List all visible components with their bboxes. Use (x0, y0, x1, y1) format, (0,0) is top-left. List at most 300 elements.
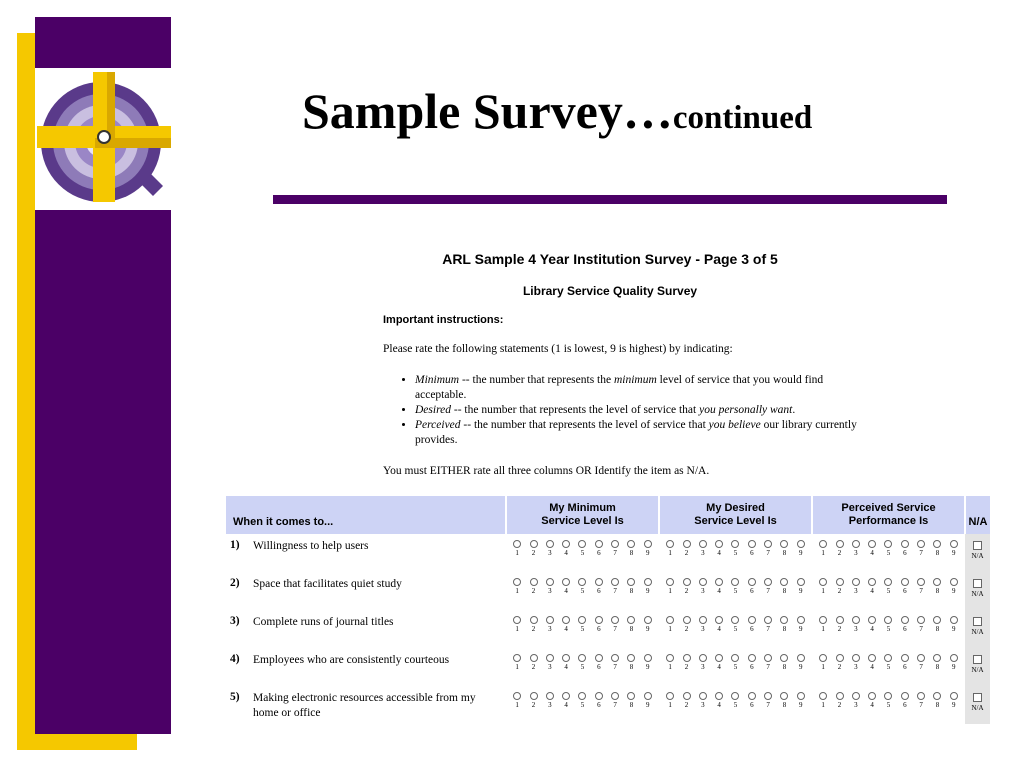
scale-number: 1 (668, 587, 672, 595)
scale-number: 2 (531, 701, 536, 709)
header-line: Performance Is (848, 515, 929, 527)
scale-number: 4 (717, 663, 721, 671)
scale-number: 9 (646, 587, 650, 595)
rating-radio-minimum-1[interactable] (513, 540, 521, 548)
rating-radio-desired-6[interactable] (748, 616, 756, 624)
rating-radio-minimum-1[interactable] (513, 578, 521, 586)
scale-number: 7 (919, 587, 923, 595)
rating-radio-desired-9[interactable] (797, 540, 805, 548)
rating-radio-minimum-2[interactable] (530, 654, 538, 662)
scale-number: 6 (597, 587, 601, 595)
rating-radio-perceived-3[interactable] (852, 578, 860, 586)
scale-number: 9 (952, 701, 956, 709)
rating-radio-minimum-7[interactable] (611, 616, 619, 624)
scale-number: 4 (870, 663, 874, 671)
rating-radio-desired-2[interactable] (683, 578, 691, 586)
scale-number: 6 (903, 663, 907, 671)
rating-scale-desired (659, 648, 812, 686)
scale-number: 2 (531, 587, 536, 595)
scale-number: 7 (766, 663, 770, 671)
scale-number: 4 (717, 701, 721, 709)
rating-radio-perceived-9[interactable] (950, 616, 958, 624)
rating-radio-desired-3[interactable] (699, 616, 707, 624)
list-item (415, 418, 865, 448)
rating-radio-perceived-2[interactable] (836, 654, 844, 662)
scale-number: 8 (935, 549, 940, 557)
na-cell (965, 686, 990, 724)
rating-radio-desired-1[interactable] (666, 654, 674, 662)
rating-radio-minimum-6[interactable] (595, 654, 603, 662)
rating-scale-perceived (812, 534, 965, 572)
rating-radio-minimum-4[interactable] (562, 578, 570, 586)
rating-radio-perceived-8[interactable] (933, 540, 941, 548)
rating-scale-desired (659, 534, 812, 572)
slide-title (302, 82, 812, 140)
rating-radio-perceived-5[interactable] (884, 654, 892, 662)
scale-number: 8 (935, 587, 940, 595)
rating-radio-perceived-6[interactable] (901, 616, 909, 624)
bullet-text: our library currently provides. (415, 419, 857, 446)
scale-number: 8 (782, 701, 787, 709)
scale-number: 6 (750, 587, 754, 595)
scale-number: 6 (750, 549, 754, 557)
bullet-term: Minimum (415, 374, 460, 386)
rating-radio-perceived-8[interactable] (933, 616, 941, 624)
rating-radio-minimum-7[interactable] (611, 540, 619, 548)
scale-number: 4 (564, 701, 568, 709)
scale-number: 3 (701, 701, 705, 709)
rating-radio-minimum-3[interactable] (546, 692, 554, 700)
scale-number: 2 (684, 663, 689, 671)
bullet-emphasis: minimum (613, 374, 657, 386)
rating-radio-perceived-7[interactable] (917, 654, 925, 662)
rating-radio-minimum-9[interactable] (644, 692, 652, 700)
rating-radio-desired-8[interactable] (780, 654, 788, 662)
na-checkbox-label: N/A (971, 590, 984, 598)
rating-radio-desired-2[interactable] (683, 692, 691, 700)
bullet-text: level of service that you would find acceptable. (415, 374, 824, 401)
scale-number: 1 (668, 701, 672, 709)
rating-radio-minimum-7[interactable] (611, 654, 619, 662)
rating-radio-minimum-6[interactable] (595, 616, 603, 624)
rating-scale-minimum (506, 610, 659, 648)
rating-radio-minimum-1[interactable] (513, 616, 521, 624)
scale-number: 2 (531, 549, 536, 557)
rating-radio-perceived-1[interactable] (819, 616, 827, 624)
column-header-desired (659, 496, 812, 534)
rating-radio-minimum-6[interactable] (595, 540, 603, 548)
rating-radio-perceived-6[interactable] (901, 692, 909, 700)
scale-number: 8 (629, 663, 634, 671)
rating-radio-perceived-4[interactable] (868, 540, 876, 548)
rating-radio-perceived-3[interactable] (852, 654, 860, 662)
instructions-label: Important instructions: (383, 314, 504, 326)
rating-radio-desired-4[interactable] (715, 578, 723, 586)
rating-radio-desired-4[interactable] (715, 654, 723, 662)
rating-radio-minimum-6[interactable] (595, 578, 603, 586)
rating-radio-perceived-6[interactable] (901, 578, 909, 586)
rating-radio-perceived-7[interactable] (917, 540, 925, 548)
table-row (226, 534, 990, 572)
rating-radio-minimum-9[interactable] (644, 578, 652, 586)
rating-radio-perceived-7[interactable] (917, 616, 925, 624)
rating-radio-desired-7[interactable] (764, 616, 772, 624)
scale-number: 1 (821, 587, 825, 595)
question-text: Willingness to help users (253, 540, 369, 552)
scale-number: 2 (837, 625, 842, 633)
bullet-term: Desired (415, 404, 451, 416)
scale-number: 4 (870, 701, 874, 709)
column-header-na: N/A (965, 496, 990, 534)
rating-radio-minimum-3[interactable] (546, 540, 554, 548)
rating-radio-minimum-9[interactable] (644, 540, 652, 548)
rating-radio-desired-7[interactable] (764, 578, 772, 586)
rating-radio-perceived-5[interactable] (884, 692, 892, 700)
rating-radio-desired-3[interactable] (699, 578, 707, 586)
header-line: Service Level Is (541, 515, 624, 527)
header-line: Perceived Service (841, 502, 936, 514)
bullet-text: -- the number that represents the (459, 374, 614, 386)
scale-number: 5 (580, 587, 585, 595)
na-checkbox[interactable] (973, 579, 982, 588)
rating-radio-perceived-5[interactable] (884, 616, 892, 624)
rating-radio-minimum-8[interactable] (627, 692, 635, 700)
scale-number: 7 (613, 625, 617, 633)
scale-number: 3 (701, 663, 705, 671)
rating-radio-perceived-2[interactable] (836, 578, 844, 586)
scale-number: 2 (837, 663, 842, 671)
rating-radio-minimum-4[interactable] (562, 654, 570, 662)
rating-radio-perceived-9[interactable] (950, 654, 958, 662)
question-number: 1) (230, 539, 240, 551)
bullet-emphasis: you personally want (699, 404, 793, 416)
rating-radio-minimum-8[interactable] (627, 578, 635, 586)
list-item (415, 403, 865, 418)
rating-radio-desired-5[interactable] (731, 654, 739, 662)
rating-radio-minimum-5[interactable] (578, 578, 586, 586)
scale-number: 2 (837, 587, 842, 595)
rating-radio-perceived-8[interactable] (933, 654, 941, 662)
column-header-minimum (506, 496, 659, 534)
na-checkbox[interactable] (973, 617, 982, 626)
rating-radio-minimum-8[interactable] (627, 616, 635, 624)
rating-scale-perceived (812, 572, 965, 610)
scale-number: 1 (515, 701, 519, 709)
rating-radio-perceived-1[interactable] (819, 692, 827, 700)
rating-radio-desired-2[interactable] (683, 616, 691, 624)
rating-radio-desired-6[interactable] (748, 578, 756, 586)
scale-number: 8 (782, 549, 787, 557)
rating-radio-perceived-3[interactable] (852, 540, 860, 548)
rating-radio-minimum-6[interactable] (595, 692, 603, 700)
rating-radio-perceived-2[interactable] (836, 540, 844, 548)
rating-radio-minimum-2[interactable] (530, 540, 538, 548)
rating-scale-minimum (506, 534, 659, 572)
rating-scale-perceived (812, 610, 965, 648)
rating-radio-desired-5[interactable] (731, 578, 739, 586)
rating-radio-perceived-7[interactable] (917, 692, 925, 700)
scale-number: 8 (629, 587, 634, 595)
rating-radio-perceived-3[interactable] (852, 616, 860, 624)
rating-radio-perceived-9[interactable] (950, 692, 958, 700)
scale-number: 3 (548, 701, 552, 709)
rating-radio-desired-1[interactable] (666, 616, 674, 624)
rating-radio-desired-4[interactable] (715, 540, 723, 548)
scale-number: 8 (782, 625, 787, 633)
scale-number: 5 (733, 701, 738, 709)
rating-radio-minimum-5[interactable] (578, 654, 586, 662)
rating-radio-perceived-2[interactable] (836, 692, 844, 700)
scale-number: 1 (821, 549, 825, 557)
scale-number: 3 (854, 701, 858, 709)
scale-number: 6 (597, 625, 601, 633)
rating-scale-minimum (506, 572, 659, 610)
scale-number: 4 (717, 549, 721, 557)
rating-radio-minimum-2[interactable] (530, 692, 538, 700)
scale-number: 7 (613, 663, 617, 671)
rating-radio-minimum-3[interactable] (546, 654, 554, 662)
table-row (226, 610, 990, 648)
na-checkbox[interactable] (973, 655, 982, 664)
rating-radio-minimum-3[interactable] (546, 616, 554, 624)
rating-radio-desired-9[interactable] (797, 654, 805, 662)
na-cell (965, 648, 990, 686)
rating-scale-desired (659, 686, 812, 724)
rating-radio-minimum-9[interactable] (644, 654, 652, 662)
rating-radio-perceived-9[interactable] (950, 540, 958, 548)
rating-radio-perceived-9[interactable] (950, 578, 958, 586)
scale-number: 3 (854, 663, 858, 671)
header-line: My Desired (706, 502, 765, 514)
scale-number: 1 (821, 663, 825, 671)
rating-radio-perceived-4[interactable] (868, 578, 876, 586)
scale-number: 5 (886, 587, 891, 595)
rating-radio-desired-2[interactable] (683, 540, 691, 548)
rating-radio-desired-4[interactable] (715, 692, 723, 700)
rating-radio-minimum-8[interactable] (627, 654, 635, 662)
rating-radio-perceived-4[interactable] (868, 654, 876, 662)
question-number: 2) (230, 577, 240, 589)
rating-radio-desired-7[interactable] (764, 654, 772, 662)
rating-radio-perceived-4[interactable] (868, 692, 876, 700)
scale-number: 1 (515, 663, 519, 671)
rating-radio-minimum-4[interactable] (562, 692, 570, 700)
rating-radio-desired-8[interactable] (780, 616, 788, 624)
scale-number: 9 (799, 549, 803, 557)
scale-number: 5 (733, 625, 738, 633)
rating-radio-desired-8[interactable] (780, 692, 788, 700)
rating-radio-desired-9[interactable] (797, 578, 805, 586)
scale-number: 8 (782, 663, 787, 671)
scale-number: 9 (799, 625, 803, 633)
rating-radio-minimum-7[interactable] (611, 578, 619, 586)
scale-number: 2 (837, 549, 842, 557)
bullet-text: -- the number that represents the level of service that (460, 419, 709, 431)
rating-radio-perceived-1[interactable] (819, 540, 827, 548)
scale-number: 9 (799, 587, 803, 595)
na-checkbox-label: N/A (971, 666, 984, 674)
scale-number: 9 (646, 701, 650, 709)
scale-number: 2 (684, 701, 689, 709)
rating-radio-perceived-1[interactable] (819, 578, 827, 586)
rating-radio-desired-2[interactable] (683, 654, 691, 662)
rating-radio-desired-4[interactable] (715, 616, 723, 624)
scale-number: 4 (564, 587, 568, 595)
scale-number: 8 (935, 663, 940, 671)
scale-number: 6 (903, 549, 907, 557)
rating-radio-desired-5[interactable] (731, 692, 739, 700)
rating-radio-minimum-2[interactable] (530, 578, 538, 586)
library-logo-icon (35, 68, 171, 210)
question-number: 3) (230, 615, 240, 627)
rating-radio-minimum-4[interactable] (562, 616, 570, 624)
rating-radio-perceived-7[interactable] (917, 578, 925, 586)
scale-number: 8 (935, 625, 940, 633)
scale-number: 9 (646, 625, 650, 633)
scale-number: 9 (646, 663, 650, 671)
rating-radio-perceived-6[interactable] (901, 540, 909, 548)
rating-radio-desired-1[interactable] (666, 692, 674, 700)
scale-number: 9 (952, 587, 956, 595)
rating-radio-perceived-4[interactable] (868, 616, 876, 624)
rating-radio-minimum-9[interactable] (644, 616, 652, 624)
column-header-perceived (812, 496, 965, 534)
rating-radio-desired-6[interactable] (748, 540, 756, 548)
rating-scale-minimum (506, 686, 659, 724)
rating-radio-desired-3[interactable] (699, 540, 707, 548)
list-item (415, 373, 865, 403)
instructions-list (399, 373, 865, 448)
scale-number: 6 (597, 701, 601, 709)
na-checkbox[interactable] (973, 693, 982, 702)
scale-number: 4 (717, 625, 721, 633)
rating-radio-perceived-5[interactable] (884, 540, 892, 548)
survey-heading: ARL Sample 4 Year Institution Survey - Page 3 of 5 (442, 251, 778, 267)
rating-radio-minimum-1[interactable] (513, 692, 521, 700)
scale-number: 1 (515, 587, 519, 595)
slide-title-main: Sample Survey… (302, 83, 673, 139)
rating-radio-desired-8[interactable] (780, 578, 788, 586)
scale-number: 2 (531, 663, 536, 671)
scale-number: 4 (564, 663, 568, 671)
scale-number: 2 (684, 625, 689, 633)
rating-radio-desired-9[interactable] (797, 692, 805, 700)
scale-number: 4 (717, 587, 721, 595)
rating-radio-perceived-3[interactable] (852, 692, 860, 700)
scale-number: 4 (870, 587, 874, 595)
scale-number: 6 (750, 701, 754, 709)
scale-number: 2 (837, 701, 842, 709)
rating-radio-desired-5[interactable] (731, 616, 739, 624)
na-cell (965, 572, 990, 610)
instructions-text: Please rate the following statements (1 is lowest, 9 is highest) by indicating: (383, 343, 733, 355)
scale-number: 6 (903, 701, 907, 709)
rating-scale-desired (659, 572, 812, 610)
rating-radio-desired-1[interactable] (666, 540, 674, 548)
scale-number: 9 (646, 549, 650, 557)
rating-radio-desired-9[interactable] (797, 616, 805, 624)
rating-radio-desired-6[interactable] (748, 654, 756, 662)
header-line: Service Level Is (694, 515, 777, 527)
table-row (226, 572, 990, 610)
scale-number: 5 (733, 549, 738, 557)
scale-number: 9 (799, 663, 803, 671)
na-cell (965, 534, 990, 572)
scale-number: 3 (854, 549, 858, 557)
scale-number: 7 (919, 625, 923, 633)
scale-number: 8 (629, 625, 634, 633)
rating-radio-minimum-4[interactable] (562, 540, 570, 548)
scale-number: 1 (515, 625, 519, 633)
rating-radio-desired-1[interactable] (666, 578, 674, 586)
na-cell (965, 610, 990, 648)
na-checkbox[interactable] (973, 541, 982, 550)
rating-radio-minimum-8[interactable] (627, 540, 635, 548)
rating-radio-desired-6[interactable] (748, 692, 756, 700)
rating-radio-minimum-3[interactable] (546, 578, 554, 586)
rating-radio-perceived-8[interactable] (933, 578, 941, 586)
scale-number: 3 (548, 663, 552, 671)
bullet-emphasis: you believe (708, 419, 761, 431)
rating-radio-perceived-6[interactable] (901, 654, 909, 662)
rating-radio-desired-5[interactable] (731, 540, 739, 548)
header-line: My Minimum (549, 502, 616, 514)
bullet-text: -- the number that represents the level of service that (450, 404, 700, 416)
rating-radio-desired-3[interactable] (699, 692, 707, 700)
scale-number: 7 (766, 625, 770, 633)
scale-number: 7 (613, 701, 617, 709)
rating-radio-minimum-1[interactable] (513, 654, 521, 662)
scale-number: 1 (821, 625, 825, 633)
scale-number: 7 (919, 549, 923, 557)
title-divider (273, 195, 947, 204)
scale-number: 7 (766, 587, 770, 595)
scale-number: 7 (766, 549, 770, 557)
scale-number: 5 (886, 701, 891, 709)
rating-radio-minimum-5[interactable] (578, 540, 586, 548)
scale-number: 2 (531, 625, 536, 633)
scale-number: 6 (750, 663, 754, 671)
rating-radio-minimum-5[interactable] (578, 616, 586, 624)
na-checkbox-label: N/A (971, 628, 984, 636)
scale-number: 6 (597, 549, 601, 557)
rating-radio-perceived-5[interactable] (884, 578, 892, 586)
survey-subheading: Library Service Quality Survey (522, 284, 698, 298)
scale-number: 5 (580, 549, 585, 557)
rating-radio-minimum-7[interactable] (611, 692, 619, 700)
scale-number: 7 (613, 587, 617, 595)
scale-number: 4 (870, 549, 874, 557)
rating-radio-minimum-2[interactable] (530, 616, 538, 624)
scale-number: 7 (919, 663, 923, 671)
rating-radio-desired-7[interactable] (764, 692, 772, 700)
scale-number: 7 (766, 701, 770, 709)
rating-radio-perceived-8[interactable] (933, 692, 941, 700)
rating-radio-desired-3[interactable] (699, 654, 707, 662)
question-text: Making electronic resources accessible from my home or office (253, 692, 476, 719)
rating-radio-desired-8[interactable] (780, 540, 788, 548)
scale-number: 3 (701, 549, 705, 557)
scale-number: 7 (919, 701, 923, 709)
scale-number: 1 (668, 549, 672, 557)
scale-number: 8 (935, 701, 940, 709)
scale-number: 1 (821, 701, 825, 709)
rating-radio-perceived-2[interactable] (836, 616, 844, 624)
scale-number: 3 (854, 587, 858, 595)
rating-radio-desired-7[interactable] (764, 540, 772, 548)
rating-radio-perceived-1[interactable] (819, 654, 827, 662)
rating-radio-minimum-5[interactable] (578, 692, 586, 700)
